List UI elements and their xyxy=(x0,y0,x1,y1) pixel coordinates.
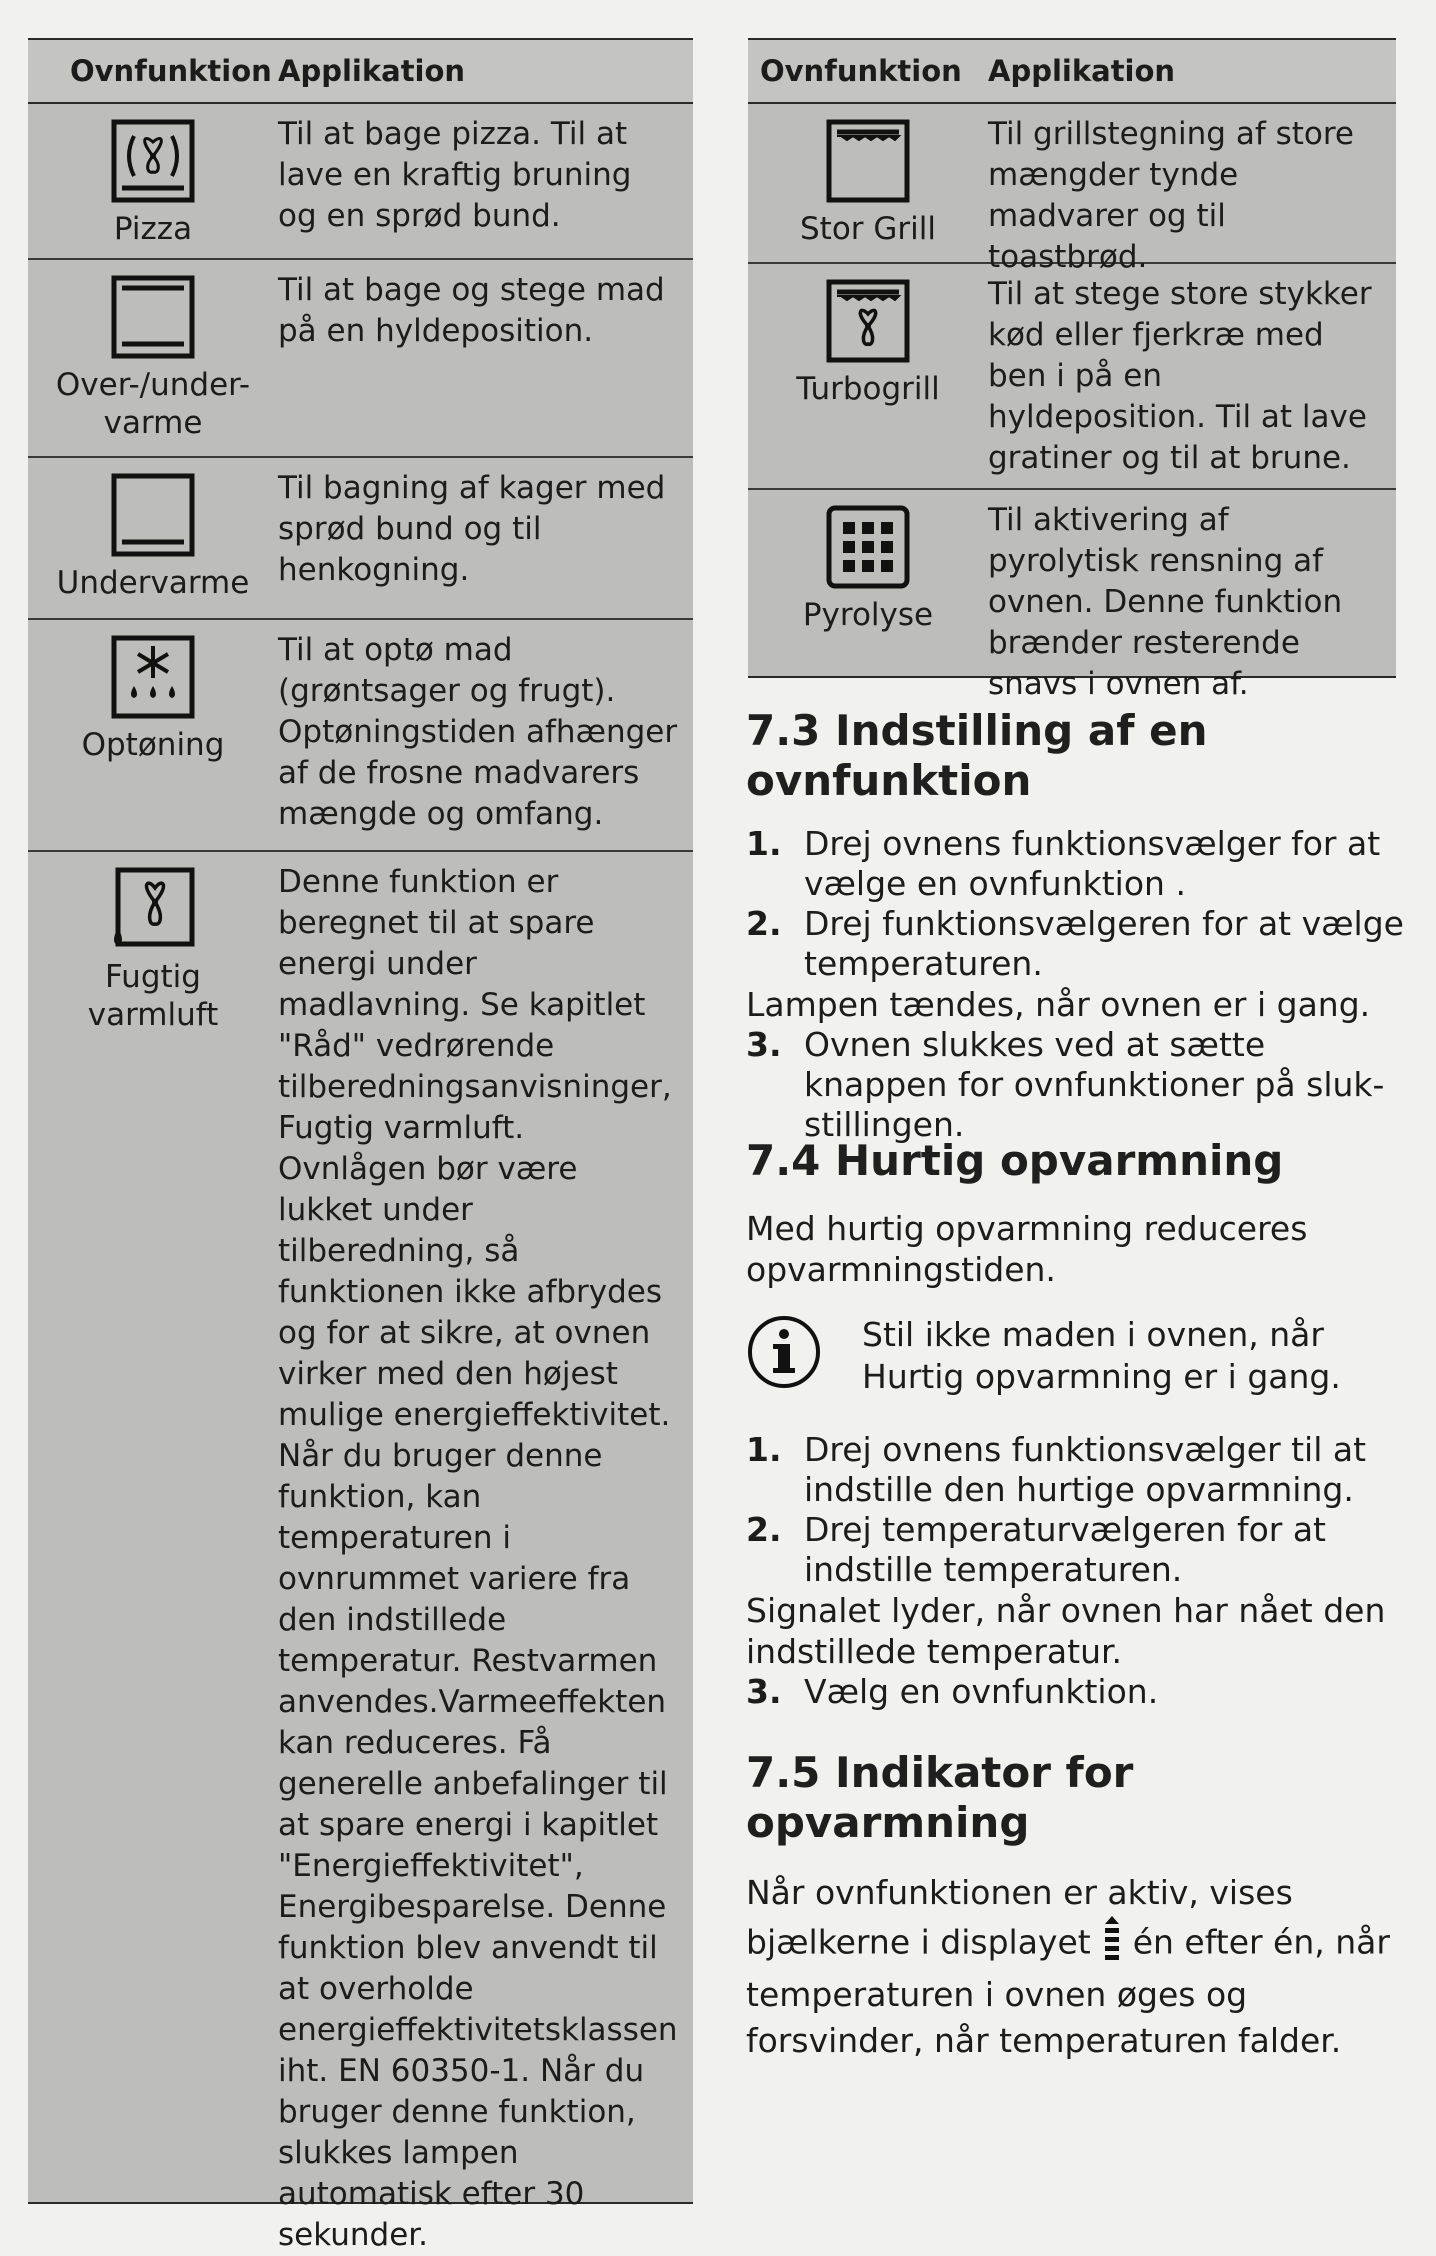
section-title: 7.4 Hurtig opvarmning xyxy=(746,1136,1284,1185)
function-name: Over-/under-varme xyxy=(55,367,251,441)
step-number: 2. xyxy=(746,904,782,943)
table-row-pizza xyxy=(28,104,693,260)
list-item xyxy=(746,1510,1406,1590)
defrost-icon xyxy=(108,632,198,722)
function-name: Undervarme xyxy=(56,565,250,601)
section-7-4 xyxy=(746,1136,1406,1712)
step-number: 1. xyxy=(746,1430,782,1469)
step-text: Drej ovnens funktionsvælger for at vælge en ovnfunktion . xyxy=(804,824,1381,903)
list-item xyxy=(746,1672,1406,1712)
moist-fan-icon xyxy=(108,864,198,954)
info-icon xyxy=(746,1314,862,1394)
steps-list xyxy=(746,824,1406,984)
text-before-icon: Når ovnfunktionen er aktiv, vises bjælkerne i displayet xyxy=(746,1873,1293,1962)
function-name: Stor Grill xyxy=(799,211,936,247)
table-row-full-grill xyxy=(748,104,1396,275)
step-text: Drej funktionsvælgeren for at vælge temperaturen. xyxy=(804,904,1404,983)
function-name: Pyrolyse xyxy=(802,597,934,633)
step-text: Vælg en ovnfunktion. xyxy=(804,1672,1159,1711)
full-grill-icon xyxy=(823,116,913,206)
info-text: Stil ikke maden i ovnen, når Hurtig opvarmning er i gang. xyxy=(862,1315,1341,1396)
table-row-bottom-heat xyxy=(28,458,693,620)
table-row-defrost xyxy=(28,620,693,852)
header-application: Applikation xyxy=(278,54,466,88)
bottom-heat-icon xyxy=(108,470,198,560)
table-row-pyrolysis xyxy=(748,490,1396,702)
steps-list xyxy=(746,1430,1406,1590)
header-function: Ovnfunktion xyxy=(760,54,962,88)
step-number: 2. xyxy=(746,1510,782,1549)
function-name: Pizza xyxy=(113,211,193,247)
section-7-5 xyxy=(746,1748,1406,2064)
step-number: 3. xyxy=(746,1672,782,1711)
section-7-3 xyxy=(746,706,1406,1145)
function-description: Til grillstegning af store mængder tynde madvarer og til toastbrød. xyxy=(988,116,1354,275)
step-note: Lampen tændes, når ovnen er i gang. xyxy=(746,985,1371,1024)
function-description: Til aktivering af pyrolytisk rensning af ovnen. Denne funktion brænder resterende snavs i ovnen af. xyxy=(988,502,1343,702)
section-intro: Med hurtig opvarmning reduceres opvarmningstiden. xyxy=(746,1209,1308,1289)
info-note xyxy=(746,1314,1406,1398)
step-note: Signalet lyder, når ovnen har nået den indstillede temperatur. xyxy=(746,1591,1386,1671)
table-header xyxy=(28,40,693,104)
function-description: Denne funktion er beregnet til at spare energi under madlavning. Se kapitlet "Råd" vedrørende tilberedningsanvisninger, Fugtig varmluft. Ovnlågen bør være lukket under tilberedning, så funktionen ikke afbrydes og for at sikre, at ovnen virker med den højest mulige energieffektivitet. Når du bruger denne funktion, kan temperaturen i ovnrummet variere fra den indstillede temperatur. Restvarmen anvendes.Varmeeffekten kan reduceres. Få generelle anbefalinger til at spare energi i kapitlet "Energieffektivitet", Energibesparelse. Denne funktion blev anvendt til at overholde energieffektivitetsklassen iht. EN 60350-1. Når du bruger denne funktion, slukkes lampen automatisk efter 30 sekunder. xyxy=(278,864,678,2253)
section-title: 7.3 Indstilling af en ovnfunktion xyxy=(746,706,1208,805)
function-description: Til at stege store stykker kød eller fjerkræ med ben i på en hyldeposition. Til at lave gratiner og til at brune. xyxy=(988,276,1372,476)
top-bottom-heat-icon xyxy=(108,272,198,362)
list-item xyxy=(746,824,1406,904)
table-header xyxy=(748,40,1396,104)
function-name: Optøning xyxy=(81,727,225,763)
steps-list-continued xyxy=(746,1672,1406,1712)
oven-functions-table-left xyxy=(28,38,693,2253)
step-text: Drej temperaturvælgeren for at indstille temperaturen. xyxy=(804,1510,1326,1589)
step-text: Ovnen slukkes ved at sætte knappen for ovnfunktioner på sluk-stillingen. xyxy=(804,1025,1385,1144)
pizza-fan-icon xyxy=(108,116,198,206)
function-name: Fugtig varmluft xyxy=(87,959,219,1033)
list-item xyxy=(746,1430,1406,1510)
oven-functions-table-right xyxy=(748,38,1396,702)
function-description: Til at bage og stege mad på en hyldeposition. xyxy=(278,272,665,349)
pyrolysis-icon xyxy=(823,502,913,592)
list-item xyxy=(746,1025,1406,1145)
heat-bars-icon xyxy=(1101,1916,1123,1972)
step-number: 3. xyxy=(746,1025,782,1064)
function-description: Til at optø mad (grøntsager og frugt). Optøningstiden afhænger af de frosne madvarers mængde og omfang. xyxy=(278,632,678,832)
header-function: Ovnfunktion xyxy=(70,54,272,88)
table-row-top-bottom-heat xyxy=(28,260,693,458)
step-number: 1. xyxy=(746,824,782,863)
text-after-icon: én efter én, når temperaturen i ovnen øges og forsvinder, når temperaturen falder. xyxy=(746,1922,1390,2060)
table-row-turbo-grill xyxy=(748,264,1396,490)
list-item xyxy=(746,904,1406,984)
steps-list-continued xyxy=(746,1025,1406,1145)
function-name: Turbogrill xyxy=(796,371,940,407)
section-title: 7.5 Indikator for opvarmning xyxy=(746,1748,1134,1847)
function-description: Til bagning af kager med sprød bund og til henkogning. xyxy=(278,470,666,588)
section-text xyxy=(746,1870,1406,2064)
step-text: Drej ovnens funktionsvælger til at indstille den hurtige opvarmning. xyxy=(804,1430,1367,1509)
function-description: Til at bage pizza. Til at lave en kraftig bruning og en sprød bund. xyxy=(278,116,632,234)
turbo-grill-icon xyxy=(823,276,913,366)
header-application: Applikation xyxy=(988,54,1176,88)
table-row-moist-fan xyxy=(28,852,693,2253)
